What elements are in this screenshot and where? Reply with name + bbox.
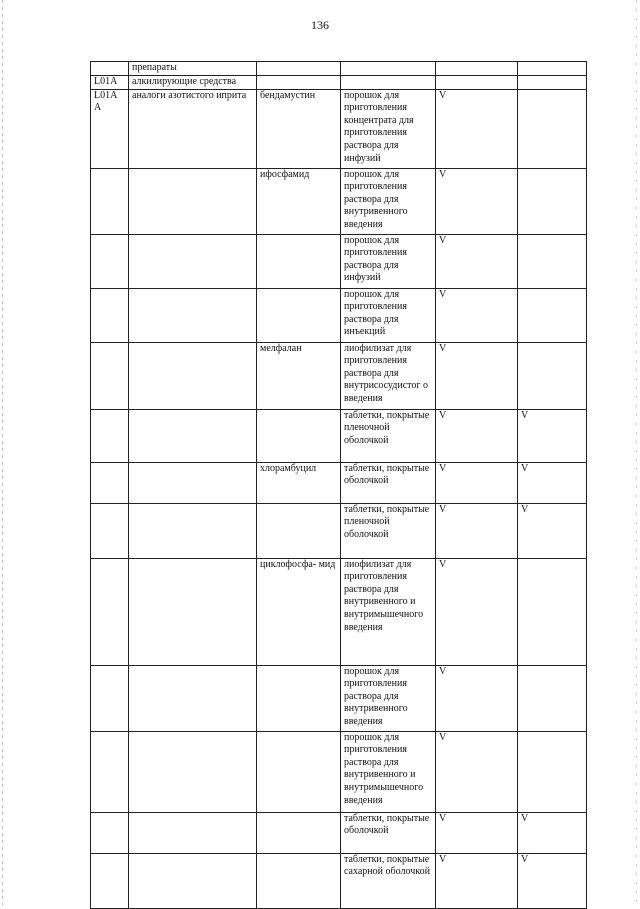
mark-cell-2: V (518, 462, 587, 503)
dosage-form-cell: порошок для приготовления раствора для внутривенного и внутримышечного введения (341, 731, 436, 812)
atc-code-cell (91, 462, 129, 503)
atc-code-cell (91, 234, 129, 288)
atc-code-cell (91, 168, 129, 234)
dosage-form-cell: таблетки, покрытые оболочкой (341, 812, 436, 853)
drug-name-cell: циклофосфа- мид (257, 558, 341, 665)
table-row (91, 503, 587, 558)
table-row (91, 75, 587, 89)
mark-cell-2: V (518, 503, 587, 558)
drug-name-cell (257, 409, 341, 462)
atc-code-cell (91, 731, 129, 812)
atc-code-cell (91, 558, 129, 665)
atc-group-cell: аналоги азотистого иприта (129, 89, 257, 168)
dosage-form-cell (341, 75, 436, 89)
drug-name-cell (257, 812, 341, 853)
dosage-form-cell: порошок для приготовления раствора для внутривенного введения (341, 665, 436, 731)
mark-cell-2: V (518, 409, 587, 462)
mark-cell-2 (518, 342, 587, 409)
atc-group-cell (129, 234, 257, 288)
atc-code-cell (91, 409, 129, 462)
drug-name-cell: бендамустин (257, 89, 341, 168)
dosage-form-cell (341, 62, 436, 76)
atc-code-cell (91, 853, 129, 908)
mark-cell-1: V (436, 288, 518, 342)
atc-group-cell: препараты (129, 62, 257, 76)
mark-cell-1: V (436, 503, 518, 558)
dosage-form-cell: порошок для приготовления раствора для внутривенного введения (341, 168, 436, 234)
drug-name-cell: ифосфамид (257, 168, 341, 234)
scan-edge-right (636, 0, 637, 905)
drug-name-cell (257, 731, 341, 812)
mark-cell-1: V (436, 409, 518, 462)
table-row (91, 665, 587, 731)
atc-code-cell (91, 288, 129, 342)
atc-group-cell (129, 731, 257, 812)
atc-code-cell (91, 503, 129, 558)
atc-group-cell (129, 342, 257, 409)
table-row (91, 234, 587, 288)
drug-name-cell (257, 234, 341, 288)
atc-group-cell (129, 503, 257, 558)
drug-name-cell (257, 62, 341, 76)
dosage-form-cell: таблетки, покрытые пленочной оболочкой (341, 409, 436, 462)
atc-group-cell (129, 462, 257, 503)
mark-cell-1: V (436, 234, 518, 288)
mark-cell-1: V (436, 812, 518, 853)
mark-cell-1 (436, 62, 518, 76)
drug-name-cell (257, 75, 341, 89)
dosage-form-cell: лиофилизат для приготовления раствора для внутрисосудистог о введения (341, 342, 436, 409)
atc-group-cell (129, 288, 257, 342)
atc-group-cell (129, 853, 257, 908)
table-row (91, 853, 587, 908)
mark-cell-1 (436, 75, 518, 89)
drug-name-cell (257, 503, 341, 558)
atc-group-cell (129, 409, 257, 462)
atc-code-cell: L01A A (91, 89, 129, 168)
mark-cell-2 (518, 558, 587, 665)
table-row (91, 558, 587, 665)
atc-code-cell: L01A (91, 75, 129, 89)
mark-cell-2 (518, 89, 587, 168)
atc-code-cell (91, 665, 129, 731)
table-row (91, 89, 587, 168)
mark-cell-2 (518, 731, 587, 812)
atc-code-cell (91, 342, 129, 409)
atc-group-cell (129, 168, 257, 234)
mark-cell-2 (518, 75, 587, 89)
table-row (91, 409, 587, 462)
mark-cell-1: V (436, 558, 518, 665)
mark-cell-2 (518, 665, 587, 731)
drug-table (90, 61, 587, 909)
atc-group-cell (129, 665, 257, 731)
table-row (91, 62, 587, 76)
page-number: 136 (311, 18, 329, 32)
mark-cell-2: V (518, 853, 587, 908)
atc-code-cell (91, 812, 129, 853)
table-row (91, 342, 587, 409)
mark-cell-1: V (436, 665, 518, 731)
mark-cell-1: V (436, 853, 518, 908)
dosage-form-cell: порошок для приготовления концентрата для приготовления раствора для инфузий (341, 89, 436, 168)
atc-code-cell (91, 62, 129, 76)
mark-cell-2 (518, 62, 587, 76)
mark-cell-1: V (436, 342, 518, 409)
atc-group-cell: алкилирующие средства (129, 75, 257, 89)
drug-name-cell: хлорамбуцил (257, 462, 341, 503)
mark-cell-1: V (436, 168, 518, 234)
dosage-form-cell: лиофилизат для приготовления раствора для внутривенного и внутримышечного введения (341, 558, 436, 665)
atc-group-cell (129, 812, 257, 853)
mark-cell-1: V (436, 89, 518, 168)
mark-cell-1: V (436, 731, 518, 812)
dosage-form-cell: таблетки, покрытые сахарной оболочкой (341, 853, 436, 908)
dosage-form-cell: таблетки, покрытые оболочкой (341, 462, 436, 503)
mark-cell-2: V (518, 812, 587, 853)
dosage-form-cell: порошок для приготовления раствора для инъекций (341, 288, 436, 342)
mark-cell-1: V (436, 462, 518, 503)
drug-name-cell: мелфалан (257, 342, 341, 409)
table-row (91, 288, 587, 342)
scan-edge-left (2, 0, 3, 905)
drug-name-cell (257, 665, 341, 731)
drug-name-cell (257, 288, 341, 342)
table-row (91, 812, 587, 853)
dosage-form-cell: порошок для приготовления раствора для инфузий (341, 234, 436, 288)
table-row (91, 731, 587, 812)
mark-cell-2 (518, 288, 587, 342)
atc-group-cell (129, 558, 257, 665)
table-row (91, 168, 587, 234)
mark-cell-2 (518, 168, 587, 234)
mark-cell-2 (518, 234, 587, 288)
dosage-form-cell: таблетки, покрытые пленочной оболочкой (341, 503, 436, 558)
table-row (91, 462, 587, 503)
drug-name-cell (257, 853, 341, 908)
